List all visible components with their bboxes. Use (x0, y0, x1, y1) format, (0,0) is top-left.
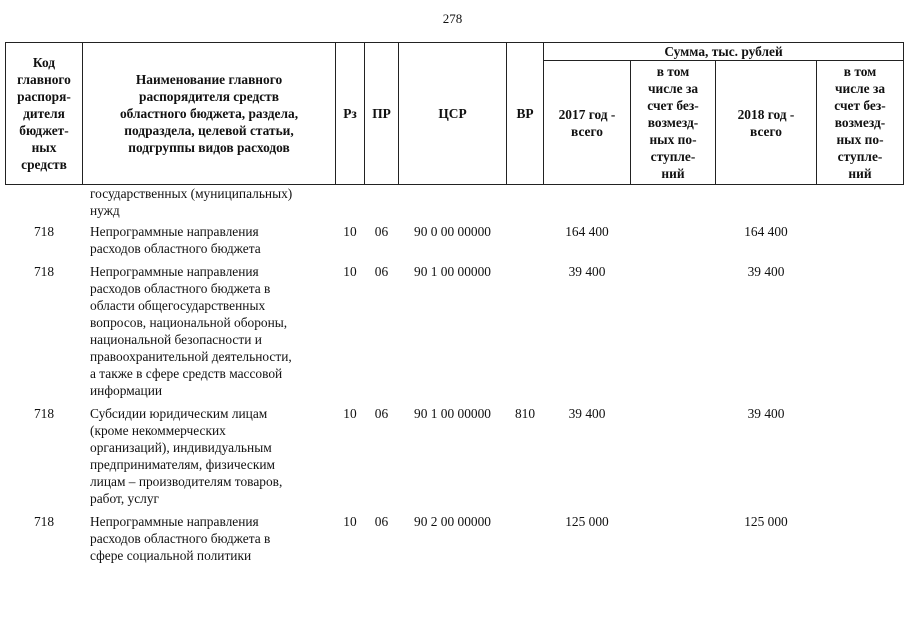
header-sum: Сумма, тыс. рублей (544, 43, 904, 61)
cell-pr (365, 185, 399, 222)
cell-vr (507, 221, 544, 261)
header-2018-total (716, 61, 817, 185)
name-line: сфере социальной политики (90, 548, 252, 563)
cell-pr: 06 (374, 264, 389, 279)
header-line: всего (750, 123, 782, 139)
table-row (6, 403, 904, 511)
table-row (6, 221, 904, 261)
name-line: нужд (90, 203, 120, 218)
page-number: 278 (442, 11, 463, 26)
header-2017-total-lines (546, 106, 628, 140)
cell-vr: 810 (514, 406, 536, 421)
cell-rz: 10 (343, 264, 357, 279)
name-line: Субсидии юридическим лицам (90, 406, 268, 421)
header-line: 2018 год - (737, 106, 795, 122)
header-line: областного бюджета, раздела, (119, 106, 299, 121)
header-line: распоря- (17, 89, 71, 104)
name-line: лицам – производителям товаров, (90, 474, 283, 489)
cell-2018-free (817, 221, 904, 261)
cell-2018-total: 39 400 (747, 406, 785, 421)
cell-rz: 10 (343, 224, 357, 239)
cell-code: 718 (33, 406, 55, 421)
header-name-lines (85, 71, 333, 156)
cell-name (83, 185, 336, 222)
header-line: распорядителя средств (139, 89, 279, 104)
header-line: ний (661, 166, 685, 181)
header-name (83, 43, 336, 185)
cell-2017-free (631, 185, 716, 222)
name-line: национальной безопасности и (90, 332, 262, 347)
table-row (6, 261, 904, 403)
cell-2017-free (631, 221, 716, 261)
name-line: расходов областного бюджета в (90, 531, 271, 546)
header-line: главного (17, 72, 71, 87)
header-line: числе за (834, 81, 886, 96)
cell-csr: 90 1 00 00000 (414, 406, 491, 421)
header-line: 2017 год - (558, 106, 616, 122)
cell-pr: 06 (374, 514, 389, 529)
cell-vr (507, 261, 544, 403)
cell-pr: 06 (374, 406, 389, 421)
header-pr: ПР (365, 43, 399, 185)
table-row (6, 511, 904, 568)
name-line: расходов областного бюджета (90, 241, 261, 256)
cell-2017-free (631, 511, 716, 568)
cell-2017-total: 39 400 (568, 264, 606, 279)
table-row (6, 185, 904, 222)
cell-code (6, 185, 83, 222)
cell-2017-free (631, 261, 716, 403)
cell-2018-free (817, 261, 904, 403)
name-line: расходов областного бюджета в (90, 281, 271, 296)
cell-vr (507, 185, 544, 222)
header-csr: ЦСР (399, 43, 507, 185)
cell-2017-total (544, 185, 631, 222)
header-line: ступле- (837, 149, 883, 164)
cell-2017-total: 164 400 (565, 224, 609, 239)
cell-2018-total: 164 400 (744, 224, 788, 239)
cell-csr: 90 2 00 00000 (414, 514, 491, 529)
header-line: Наименование главного (135, 72, 283, 87)
header-line: подраздела, целевой статьи, (124, 123, 294, 138)
name-line: Непрограммные направления (90, 514, 259, 529)
name-line: (кроме некоммерческих (90, 423, 226, 438)
cell-vr (507, 511, 544, 568)
cell-name (83, 403, 336, 511)
header-line: возмезд- (647, 115, 699, 130)
header-2017-total (544, 61, 631, 185)
cell-2018-free (817, 511, 904, 568)
header-line: дителя (23, 106, 65, 121)
name-line: а также в сфере средств массовой (90, 366, 283, 381)
header-vr: ВР (507, 43, 544, 185)
cell-name (83, 221, 336, 261)
header-2018-total-lines (718, 106, 814, 140)
header-line: в том (656, 64, 690, 79)
cell-2018-total (716, 185, 817, 222)
header-line: возмезд- (834, 115, 886, 130)
cell-csr: 90 0 00 00000 (414, 224, 491, 239)
cell-name (83, 261, 336, 403)
header-line: ний (848, 166, 872, 181)
header-line: средств (21, 157, 67, 172)
header-2018-free (817, 61, 904, 185)
cell-2017-total: 125 000 (565, 514, 609, 529)
header-line: ных по- (836, 132, 884, 147)
name-line: правоохранительной деятельности, (90, 349, 292, 364)
header-line: ступле- (650, 149, 696, 164)
cell-pr: 06 (374, 224, 389, 239)
header-line: бюджет- (19, 123, 69, 138)
header-line: Код (32, 55, 56, 70)
name-line: предпринимателям, физическим (90, 457, 275, 472)
header-line: числе за (647, 81, 699, 96)
header-line: счет без- (834, 98, 886, 113)
cell-code: 718 (33, 264, 55, 279)
name-line: вопросов, национальной обороны, (90, 315, 288, 330)
budget-table (5, 42, 904, 568)
table-body (6, 185, 904, 569)
header-line: в том (843, 64, 877, 79)
header-line: ных по- (649, 132, 697, 147)
header-line: ных (31, 140, 57, 155)
header-line: счет без- (647, 98, 699, 113)
name-line: Непрограммные направления (90, 264, 259, 279)
header-code-lines (8, 54, 80, 173)
header-code (6, 43, 83, 185)
table-header (6, 43, 904, 185)
name-line: информации (90, 383, 163, 398)
header-rz: Рз (336, 43, 365, 185)
cell-rz: 10 (343, 406, 357, 421)
name-line: области общегосударственных (90, 298, 266, 313)
cell-2017-total: 39 400 (568, 406, 606, 421)
header-line: всего (571, 123, 603, 139)
cell-2018-total: 125 000 (744, 514, 788, 529)
cell-2018-free (817, 403, 904, 511)
header-line: подгруппы видов расходов (128, 140, 290, 155)
header-2018-free-lines (819, 63, 901, 182)
cell-csr: 90 1 00 00000 (414, 264, 491, 279)
cell-code: 718 (33, 224, 55, 239)
header-2017-free-lines (633, 63, 713, 182)
cell-rz (336, 185, 365, 222)
name-line: Непрограммные направления (90, 224, 259, 239)
name-line: организаций), индивидуальным (90, 440, 272, 455)
cell-code: 718 (33, 514, 55, 529)
cell-2018-total: 39 400 (747, 264, 785, 279)
cell-2018-free (817, 185, 904, 222)
cell-rz: 10 (343, 514, 357, 529)
cell-2017-free (631, 403, 716, 511)
name-line: государственных (муниципальных) (90, 186, 293, 201)
name-line: работ, услуг (90, 491, 160, 506)
cell-name (83, 511, 336, 568)
header-2017-free (631, 61, 716, 185)
cell-csr (399, 185, 507, 222)
